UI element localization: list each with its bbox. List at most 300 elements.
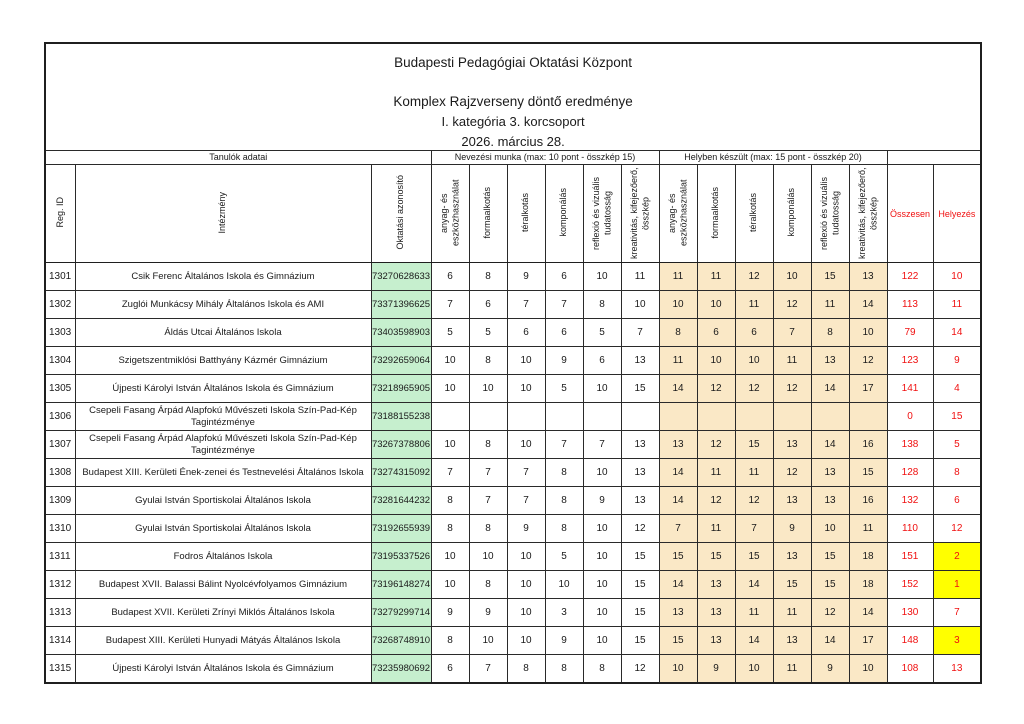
onsite-score-cell: 11 <box>773 655 811 684</box>
entry-score-cell: 9 <box>545 627 583 655</box>
institution-cell: Gyulai István Sportiskolai Általános Iskola <box>75 487 371 515</box>
entry-score-cell: 10 <box>469 627 507 655</box>
total-cell: 0 <box>887 403 933 431</box>
table-row <box>45 571 981 599</box>
entry-score-cell: 7 <box>545 291 583 319</box>
col-header-entry-composition: komponálás <box>545 165 583 263</box>
entry-score-cell: 8 <box>469 571 507 599</box>
entry-score-cell: 15 <box>621 571 659 599</box>
entry-score-cell: 8 <box>545 515 583 543</box>
entry-score-cell: 10 <box>507 627 545 655</box>
entry-score-cell: 9 <box>469 599 507 627</box>
student-id-cell: 73371396625 <box>371 291 431 319</box>
table-row <box>45 347 981 375</box>
column-header-row <box>45 165 981 263</box>
student-id-cell: 73188155238 <box>371 403 431 431</box>
onsite-score-cell: 8 <box>659 319 697 347</box>
table-row <box>45 291 981 319</box>
onsite-score-cell <box>849 403 887 431</box>
entry-score-cell: 10 <box>583 263 621 291</box>
table-row <box>45 543 981 571</box>
entry-score-cell: 10 <box>621 291 659 319</box>
title-block <box>45 43 981 151</box>
onsite-score-cell: 17 <box>849 627 887 655</box>
org-title: Budapesti Pedagógiai Oktatási Központ <box>394 55 633 70</box>
results-body <box>45 263 981 684</box>
entry-score-cell: 8 <box>431 627 469 655</box>
entry-score-cell: 10 <box>507 431 545 459</box>
institution-cell: Budapest XIII. Kerületi Hunyadi Mátyás Általános Iskola <box>75 627 371 655</box>
institution-cell: Budapest XVII. Kerületi Zrínyi Miklós Általános Iskola <box>75 599 371 627</box>
onsite-score-cell: 7 <box>735 515 773 543</box>
onsite-score-cell: 9 <box>773 515 811 543</box>
onsite-score-cell: 18 <box>849 571 887 599</box>
onsite-score-cell: 14 <box>659 459 697 487</box>
onsite-score-cell: 13 <box>773 543 811 571</box>
onsite-score-cell: 13 <box>849 263 887 291</box>
col-header-rank: Helyezés <box>933 165 981 263</box>
total-cell: 138 <box>887 431 933 459</box>
onsite-score-cell: 10 <box>849 319 887 347</box>
onsite-score-cell: 11 <box>659 263 697 291</box>
onsite-score-cell: 14 <box>659 571 697 599</box>
onsite-score-cell: 12 <box>735 263 773 291</box>
total-cell: 113 <box>887 291 933 319</box>
entry-score-cell: 9 <box>507 515 545 543</box>
entry-score-cell: 8 <box>469 347 507 375</box>
group-header-row <box>45 151 981 165</box>
rank-cell: 13 <box>933 655 981 684</box>
entry-score-cell: 10 <box>583 375 621 403</box>
table-row <box>45 263 981 291</box>
table-row <box>45 375 981 403</box>
group-header-students: Tanulók adatai <box>45 151 431 165</box>
onsite-score-cell: 12 <box>773 375 811 403</box>
table-row <box>45 431 981 459</box>
table-row <box>45 403 981 431</box>
onsite-score-cell: 18 <box>849 543 887 571</box>
entry-score-cell: 8 <box>469 263 507 291</box>
onsite-score-cell: 14 <box>735 627 773 655</box>
entry-score-cell <box>431 403 469 431</box>
reg-id-cell: 1308 <box>45 459 75 487</box>
entry-score-cell: 5 <box>469 319 507 347</box>
student-id-cell: 73235980692 <box>371 655 431 684</box>
entry-score-cell: 3 <box>545 599 583 627</box>
entry-score-cell <box>621 403 659 431</box>
entry-score-cell: 8 <box>507 655 545 684</box>
onsite-score-cell: 12 <box>849 347 887 375</box>
onsite-score-cell: 15 <box>811 543 849 571</box>
entry-score-cell: 10 <box>583 459 621 487</box>
entry-score-cell: 7 <box>431 459 469 487</box>
entry-score-cell: 10 <box>545 571 583 599</box>
institution-cell: Szigetszentmiklósi Batthyány Kázmér Gimnázium <box>75 347 371 375</box>
onsite-score-cell: 12 <box>697 487 735 515</box>
reg-id-cell: 1303 <box>45 319 75 347</box>
entry-score-cell: 5 <box>545 375 583 403</box>
student-id-cell: 73267378806 <box>371 431 431 459</box>
total-cell: 108 <box>887 655 933 684</box>
reg-id-cell: 1304 <box>45 347 75 375</box>
col-header-entry-creativity: kreativitás, kifejezőerő, összkép <box>621 165 659 263</box>
table-row <box>45 655 981 684</box>
entry-score-cell: 7 <box>431 291 469 319</box>
student-id-cell: 73192655939 <box>371 515 431 543</box>
total-cell: 132 <box>887 487 933 515</box>
onsite-score-cell: 10 <box>659 655 697 684</box>
institution-cell: Budapest XIII. Kerületi Ének-zenei és Testnevelési Általános Iskola <box>75 459 371 487</box>
rank-cell: 1 <box>933 571 981 599</box>
institution-cell: Áldás Utcai Általános Iskola <box>75 319 371 347</box>
total-cell: 130 <box>887 599 933 627</box>
onsite-score-cell: 15 <box>659 543 697 571</box>
reg-id-cell: 1302 <box>45 291 75 319</box>
rank-cell: 10 <box>933 263 981 291</box>
onsite-score-cell: 10 <box>773 263 811 291</box>
onsite-score-cell: 11 <box>697 263 735 291</box>
onsite-score-cell: 10 <box>659 291 697 319</box>
entry-score-cell: 10 <box>507 571 545 599</box>
col-header-entry-form: formaalkotás <box>469 165 507 263</box>
entry-score-cell: 9 <box>583 487 621 515</box>
onsite-score-cell: 12 <box>735 375 773 403</box>
total-cell: 151 <box>887 543 933 571</box>
onsite-score-cell: 12 <box>697 375 735 403</box>
group-header-empty <box>887 151 981 165</box>
entry-score-cell: 8 <box>469 431 507 459</box>
student-id-cell: 73196148274 <box>371 571 431 599</box>
onsite-score-cell: 11 <box>735 291 773 319</box>
onsite-score-cell: 11 <box>735 599 773 627</box>
rank-cell: 4 <box>933 375 981 403</box>
onsite-score-cell: 13 <box>697 627 735 655</box>
entry-score-cell: 7 <box>507 291 545 319</box>
onsite-score-cell: 12 <box>773 291 811 319</box>
entry-score-cell: 10 <box>583 599 621 627</box>
entry-score-cell: 7 <box>583 431 621 459</box>
entry-score-cell: 6 <box>507 319 545 347</box>
total-cell: 123 <box>887 347 933 375</box>
onsite-score-cell <box>697 403 735 431</box>
onsite-score-cell: 11 <box>849 515 887 543</box>
entry-score-cell: 6 <box>583 347 621 375</box>
onsite-score-cell: 15 <box>697 543 735 571</box>
entry-score-cell: 7 <box>507 459 545 487</box>
onsite-score-cell: 11 <box>811 291 849 319</box>
entry-score-cell: 8 <box>545 459 583 487</box>
col-header-entry-space: téralkotás <box>507 165 545 263</box>
onsite-score-cell: 11 <box>659 347 697 375</box>
results-report <box>44 42 982 684</box>
entry-score-cell: 15 <box>621 543 659 571</box>
onsite-score-cell: 16 <box>849 487 887 515</box>
onsite-score-cell: 6 <box>735 319 773 347</box>
onsite-score-cell: 13 <box>659 599 697 627</box>
onsite-score-cell: 11 <box>735 459 773 487</box>
onsite-score-cell: 10 <box>735 347 773 375</box>
col-header-student-id: Oktatási azonosító <box>371 165 431 263</box>
entry-score-cell: 8 <box>545 487 583 515</box>
student-id-cell: 73270628633 <box>371 263 431 291</box>
entry-score-cell: 10 <box>431 347 469 375</box>
entry-score-cell: 8 <box>431 487 469 515</box>
onsite-score-cell: 11 <box>697 459 735 487</box>
student-id-cell: 73403598903 <box>371 319 431 347</box>
institution-cell: Csik Ferenc Általános Iskola és Gimnázium <box>75 263 371 291</box>
onsite-score-cell: 14 <box>811 375 849 403</box>
student-id-cell: 73274315092 <box>371 459 431 487</box>
table-row <box>45 319 981 347</box>
results-table <box>44 42 982 684</box>
student-id-cell: 73292659064 <box>371 347 431 375</box>
onsite-score-cell <box>773 403 811 431</box>
total-cell: 148 <box>887 627 933 655</box>
col-header-reg-id: Reg. ID <box>45 165 75 263</box>
rank-cell: 5 <box>933 431 981 459</box>
reg-id-cell: 1314 <box>45 627 75 655</box>
rank-cell: 6 <box>933 487 981 515</box>
entry-score-cell: 6 <box>431 263 469 291</box>
total-cell: 141 <box>887 375 933 403</box>
col-header-onsite-form: formaalkotás <box>697 165 735 263</box>
reg-id-cell: 1311 <box>45 543 75 571</box>
total-cell: 128 <box>887 459 933 487</box>
onsite-score-cell: 11 <box>773 599 811 627</box>
rank-cell: 3 <box>933 627 981 655</box>
report-title: Komplex Rajzverseny döntő eredménye <box>393 94 633 109</box>
rank-cell: 14 <box>933 319 981 347</box>
reg-id-cell: 1307 <box>45 431 75 459</box>
entry-score-cell: 10 <box>431 543 469 571</box>
entry-score-cell: 13 <box>621 459 659 487</box>
onsite-score-cell: 9 <box>811 655 849 684</box>
onsite-score-cell: 15 <box>735 431 773 459</box>
onsite-score-cell: 15 <box>773 571 811 599</box>
entry-score-cell: 7 <box>469 459 507 487</box>
col-header-onsite-composition: komponálás <box>773 165 811 263</box>
col-header-entry-material: anyag- és eszközhasználat <box>431 165 469 263</box>
onsite-score-cell: 15 <box>811 263 849 291</box>
table-row <box>45 487 981 515</box>
onsite-score-cell <box>735 403 773 431</box>
entry-score-cell: 7 <box>507 487 545 515</box>
onsite-score-cell: 7 <box>659 515 697 543</box>
entry-score-cell: 10 <box>507 347 545 375</box>
onsite-score-cell: 7 <box>773 319 811 347</box>
entry-score-cell <box>545 403 583 431</box>
onsite-score-cell: 15 <box>659 627 697 655</box>
onsite-score-cell: 15 <box>811 571 849 599</box>
student-id-cell: 73218965905 <box>371 375 431 403</box>
col-header-total: Összesen <box>887 165 933 263</box>
entry-score-cell: 7 <box>545 431 583 459</box>
onsite-score-cell: 13 <box>811 459 849 487</box>
entry-score-cell <box>507 403 545 431</box>
onsite-score-cell: 14 <box>811 627 849 655</box>
entry-score-cell: 9 <box>545 347 583 375</box>
entry-score-cell: 9 <box>507 263 545 291</box>
onsite-score-cell: 13 <box>811 487 849 515</box>
institution-cell: Gyulai István Sportiskolai Általános Iskola <box>75 515 371 543</box>
table-row <box>45 599 981 627</box>
entry-score-cell: 8 <box>431 515 469 543</box>
institution-cell: Újpesti Károlyi István Általános Iskola és Gimnázium <box>75 375 371 403</box>
category-line: I. kategória 3. korcsoport <box>441 114 585 129</box>
onsite-score-cell: 6 <box>697 319 735 347</box>
entry-score-cell: 11 <box>621 263 659 291</box>
entry-score-cell: 8 <box>545 655 583 684</box>
title-cell <box>45 43 981 151</box>
onsite-score-cell: 15 <box>849 459 887 487</box>
onsite-score-cell: 13 <box>773 627 811 655</box>
onsite-score-cell: 13 <box>773 487 811 515</box>
reg-id-cell: 1301 <box>45 263 75 291</box>
reg-id-cell: 1312 <box>45 571 75 599</box>
table-row <box>45 459 981 487</box>
entry-score-cell: 9 <box>431 599 469 627</box>
rank-cell: 8 <box>933 459 981 487</box>
entry-score-cell: 5 <box>545 543 583 571</box>
onsite-score-cell: 13 <box>697 599 735 627</box>
entry-score-cell: 6 <box>545 319 583 347</box>
entry-score-cell: 13 <box>621 347 659 375</box>
entry-score-cell: 10 <box>583 543 621 571</box>
onsite-score-cell: 10 <box>811 515 849 543</box>
entry-score-cell: 12 <box>621 515 659 543</box>
reg-id-cell: 1309 <box>45 487 75 515</box>
onsite-score-cell <box>811 403 849 431</box>
onsite-score-cell: 17 <box>849 375 887 403</box>
onsite-score-cell: 14 <box>735 571 773 599</box>
col-header-onsite-reflection: reflexió és vizuális tudatosság <box>811 165 849 263</box>
institution-cell: Újpesti Károlyi István Általános Iskola és Gimnázium <box>75 655 371 684</box>
onsite-score-cell: 8 <box>811 319 849 347</box>
entry-score-cell: 6 <box>431 655 469 684</box>
entry-score-cell: 10 <box>507 599 545 627</box>
reg-id-cell: 1305 <box>45 375 75 403</box>
total-cell: 122 <box>887 263 933 291</box>
institution-cell: Budapest XVII. Balassi Bálint Nyolcévfolyamos Gimnázium <box>75 571 371 599</box>
onsite-score-cell: 12 <box>773 459 811 487</box>
col-header-onsite-space: téralkotás <box>735 165 773 263</box>
onsite-score-cell: 13 <box>773 431 811 459</box>
entry-score-cell: 15 <box>621 375 659 403</box>
institution-cell: Csepeli Fasang Árpád Alapfokú Művészeti Iskola Szín-Pad-Kép Tagintézménye <box>75 431 371 459</box>
entry-score-cell: 8 <box>469 515 507 543</box>
onsite-score-cell: 9 <box>697 655 735 684</box>
onsite-score-cell: 11 <box>697 515 735 543</box>
entry-score-cell: 6 <box>469 291 507 319</box>
entry-score-cell: 13 <box>621 431 659 459</box>
onsite-score-cell: 14 <box>849 599 887 627</box>
rank-cell: 11 <box>933 291 981 319</box>
onsite-score-cell: 14 <box>659 487 697 515</box>
student-id-cell: 73195337526 <box>371 543 431 571</box>
date-line: 2026. március 28. <box>461 134 565 149</box>
entry-score-cell: 13 <box>621 487 659 515</box>
onsite-score-cell: 12 <box>697 431 735 459</box>
entry-score-cell: 5 <box>583 319 621 347</box>
onsite-score-cell: 12 <box>811 599 849 627</box>
onsite-score-cell: 14 <box>659 375 697 403</box>
rank-cell: 12 <box>933 515 981 543</box>
entry-score-cell: 7 <box>621 319 659 347</box>
onsite-score-cell: 14 <box>811 431 849 459</box>
entry-score-cell: 7 <box>469 655 507 684</box>
onsite-score-cell: 15 <box>735 543 773 571</box>
entry-score-cell: 10 <box>507 543 545 571</box>
total-cell: 152 <box>887 571 933 599</box>
group-header-entry-work: Nevezési munka (max: 10 pont - összkép 15) <box>431 151 659 165</box>
entry-score-cell: 8 <box>583 291 621 319</box>
student-id-cell: 73268748910 <box>371 627 431 655</box>
entry-score-cell: 10 <box>469 543 507 571</box>
onsite-score-cell: 10 <box>849 655 887 684</box>
entry-score-cell: 7 <box>469 487 507 515</box>
onsite-score-cell: 13 <box>659 431 697 459</box>
onsite-score-cell: 13 <box>811 347 849 375</box>
onsite-score-cell: 10 <box>697 347 735 375</box>
table-row <box>45 627 981 655</box>
institution-cell: Zuglói Munkácsy Mihály Általános Iskola és AMI <box>75 291 371 319</box>
onsite-score-cell: 11 <box>773 347 811 375</box>
col-header-onsite-creativity: kreativitás, kifejezőerő, összkép <box>849 165 887 263</box>
rank-cell: 15 <box>933 403 981 431</box>
entry-score-cell: 10 <box>583 515 621 543</box>
entry-score-cell: 10 <box>469 375 507 403</box>
total-cell: 79 <box>887 319 933 347</box>
entry-score-cell: 15 <box>621 627 659 655</box>
onsite-score-cell: 10 <box>735 655 773 684</box>
entry-score-cell: 10 <box>431 375 469 403</box>
entry-score-cell: 10 <box>583 571 621 599</box>
group-header-onsite-work: Helyben készült (max: 15 pont - összkép 20) <box>659 151 887 165</box>
reg-id-cell: 1310 <box>45 515 75 543</box>
student-id-cell: 73279299714 <box>371 599 431 627</box>
reg-id-cell: 1306 <box>45 403 75 431</box>
entry-score-cell <box>469 403 507 431</box>
onsite-score-cell: 16 <box>849 431 887 459</box>
onsite-score-cell: 13 <box>697 571 735 599</box>
total-cell: 110 <box>887 515 933 543</box>
col-header-entry-reflection: reflexió és vizuális tudatosság <box>583 165 621 263</box>
entry-score-cell: 15 <box>621 599 659 627</box>
reg-id-cell: 1313 <box>45 599 75 627</box>
col-header-onsite-material: anyag- és eszközhasználat <box>659 165 697 263</box>
institution-cell: Fodros Általános Iskola <box>75 543 371 571</box>
entry-score-cell: 10 <box>431 431 469 459</box>
onsite-score-cell: 12 <box>735 487 773 515</box>
col-header-institution: Intézmény <box>75 165 371 263</box>
entry-score-cell <box>583 403 621 431</box>
rank-cell: 9 <box>933 347 981 375</box>
entry-score-cell: 12 <box>621 655 659 684</box>
institution-cell: Csepeli Fasang Árpád Alapfokú Művészeti Iskola Szín-Pad-Kép Tagintézménye <box>75 403 371 431</box>
onsite-score-cell: 10 <box>697 291 735 319</box>
entry-score-cell: 6 <box>545 263 583 291</box>
entry-score-cell: 10 <box>507 375 545 403</box>
rank-cell: 2 <box>933 543 981 571</box>
onsite-score-cell: 14 <box>849 291 887 319</box>
rank-cell: 7 <box>933 599 981 627</box>
entry-score-cell: 10 <box>431 571 469 599</box>
onsite-score-cell <box>659 403 697 431</box>
student-id-cell: 73281644232 <box>371 487 431 515</box>
entry-score-cell: 8 <box>583 655 621 684</box>
table-row <box>45 515 981 543</box>
reg-id-cell: 1315 <box>45 655 75 684</box>
